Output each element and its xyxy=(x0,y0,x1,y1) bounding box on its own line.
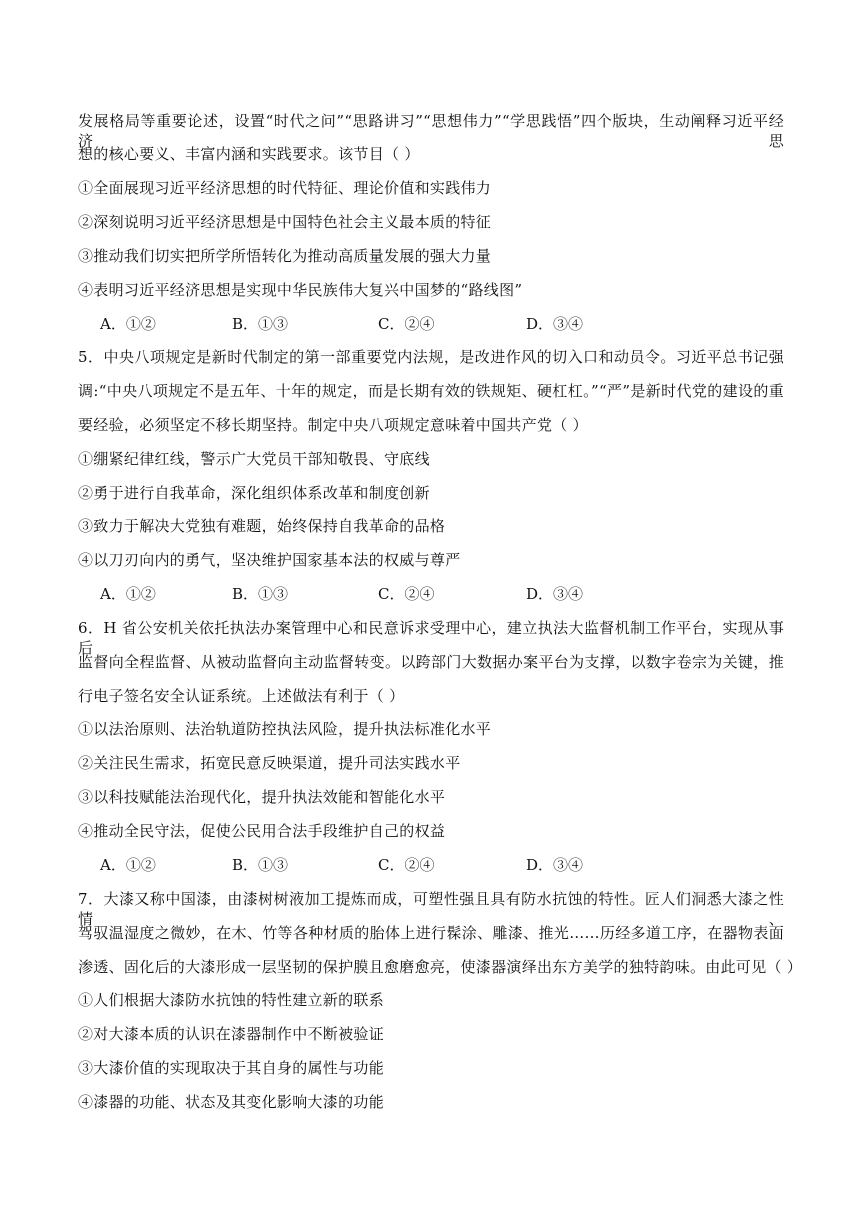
q5-stem-line-1: 5．中央八项规定是新时代制定的第一部重要党内法规，是改进作风的切入口和动员令。习近平总书记强 xyxy=(78,348,784,366)
q5-option-d[interactable]: D．③④ xyxy=(526,585,584,603)
q6-option-d[interactable]: D．③④ xyxy=(526,856,584,874)
q6-item-4: ④推动全民守法，促使公民用合法手段维护自己的权益 xyxy=(78,822,446,840)
q7-item-3: ③大漆价值的实现取决于其自身的属性与功能 xyxy=(78,1059,385,1077)
q4-stem-line-2: 想的核心要义、丰富内涵和实践要求。该节目（ ） xyxy=(78,145,420,163)
q4-option-d[interactable]: D．③④ xyxy=(526,315,584,333)
q6-option-b[interactable]: B．①③ xyxy=(232,856,289,874)
q5-item-2: ②勇于进行自我革命，深化组织体系改革和制度创新 xyxy=(78,484,430,502)
q6-stem-line-2: 监督向全程监督、从被动监督向主动监督转变。以跨部门大数据办案平台为支撑，以数字卷宗为关键，推 xyxy=(78,653,784,671)
q7-stem-line-1: 7．大漆又称中国漆，由漆树树液加工提炼而成，可塑性强且具有防水抗蚀的特性。匠人们洞悉大漆之性情、 xyxy=(78,890,784,928)
q6-item-1: ①以法治原则、法治轨道防控执法风险，提升执法标准化水平 xyxy=(78,720,492,738)
q7-stem-line-2: 驾驭温湿度之微妙，在木、竹等各种材质的胎体上进行髹涂、雕漆、推光……历经多道工序，在器物表面 xyxy=(78,924,784,942)
q7-item-4: ④漆器的功能、状态及其变化影响大漆的功能 xyxy=(78,1093,385,1111)
q5-item-1: ①绷紧纪律红线，警示广大党员干部知敬畏、守底线 xyxy=(78,450,430,468)
q5-stem-line-3: 要经验，必须坚定不移长期坚持。制定中央八项规定意味着中国共产党（ ） xyxy=(78,416,588,434)
q4-item-2: ②深刻说明习近平经济思想是中国特色社会主义最本质的特征 xyxy=(78,213,492,231)
q5-option-b[interactable]: B．①③ xyxy=(232,585,289,603)
q4-option-a[interactable]: A．①② xyxy=(100,315,156,333)
q5-stem-line-2: 调:“中央八项规定不是五年、十年的规定，而是长期有效的铁规矩、硬杠杠。”“严”是新时代党的建设的重 xyxy=(78,382,784,400)
q5-option-a[interactable]: A．①② xyxy=(100,585,156,603)
q7-item-2: ②对大漆本质的认识在漆器制作中不断被验证 xyxy=(78,1025,385,1043)
q4-item-4: ④表明习近平经济思想是实现中华民族伟大复兴中国梦的“路线图” xyxy=(78,281,523,299)
q5-item-3: ③致力于解决大党独有难题，始终保持自我革命的品格 xyxy=(78,517,446,535)
q7-stem-line-3: 渗透、固化后的大漆形成一层坚韧的保护膜且愈磨愈亮，使漆器演绎出东方美学的独特韵味。由此可见（ ） xyxy=(78,958,803,976)
q6-item-3: ③以科技赋能法治现代化，提升执法效能和智能化水平 xyxy=(78,788,446,806)
q5-option-c[interactable]: C．②④ xyxy=(378,585,435,603)
q4-item-1: ①全面展现习近平经济思想的时代特征、理论价值和实践伟力 xyxy=(78,179,492,197)
q6-option-c[interactable]: C．②④ xyxy=(378,856,435,874)
q5-item-4: ④以刀刃向内的勇气，坚决维护国家基本法的权威与尊严 xyxy=(78,551,461,569)
q6-stem-line-3: 行电子签名安全认证系统。上述做法有利于（ ） xyxy=(78,687,405,705)
q6-stem-line-1: 6．H 省公安机关依托执法办案管理中心和民意诉求受理中心，建立执法大监督机制工作平台，实现从事后 xyxy=(78,619,784,657)
q4-option-b[interactable]: B．①③ xyxy=(232,315,289,333)
q4-item-3: ③推动我们切实把所学所悟转化为推动高质量发展的强大力量 xyxy=(78,247,492,265)
q4-stem-line-1: 发展格局等重要论述，设置“时代之问”“思路讲习”“思想伟力”“学思践悟”四个版块，生动阐释习近平经济思 xyxy=(78,112,784,150)
q6-item-2: ②关注民生需求，拓宽民意反映渠道，提升司法实践水平 xyxy=(78,754,461,772)
q7-item-1: ①人们根据大漆防水抗蚀的特性建立新的联系 xyxy=(78,991,385,1009)
q4-option-c[interactable]: C．②④ xyxy=(378,315,435,333)
q6-option-a[interactable]: A．①② xyxy=(100,856,156,874)
